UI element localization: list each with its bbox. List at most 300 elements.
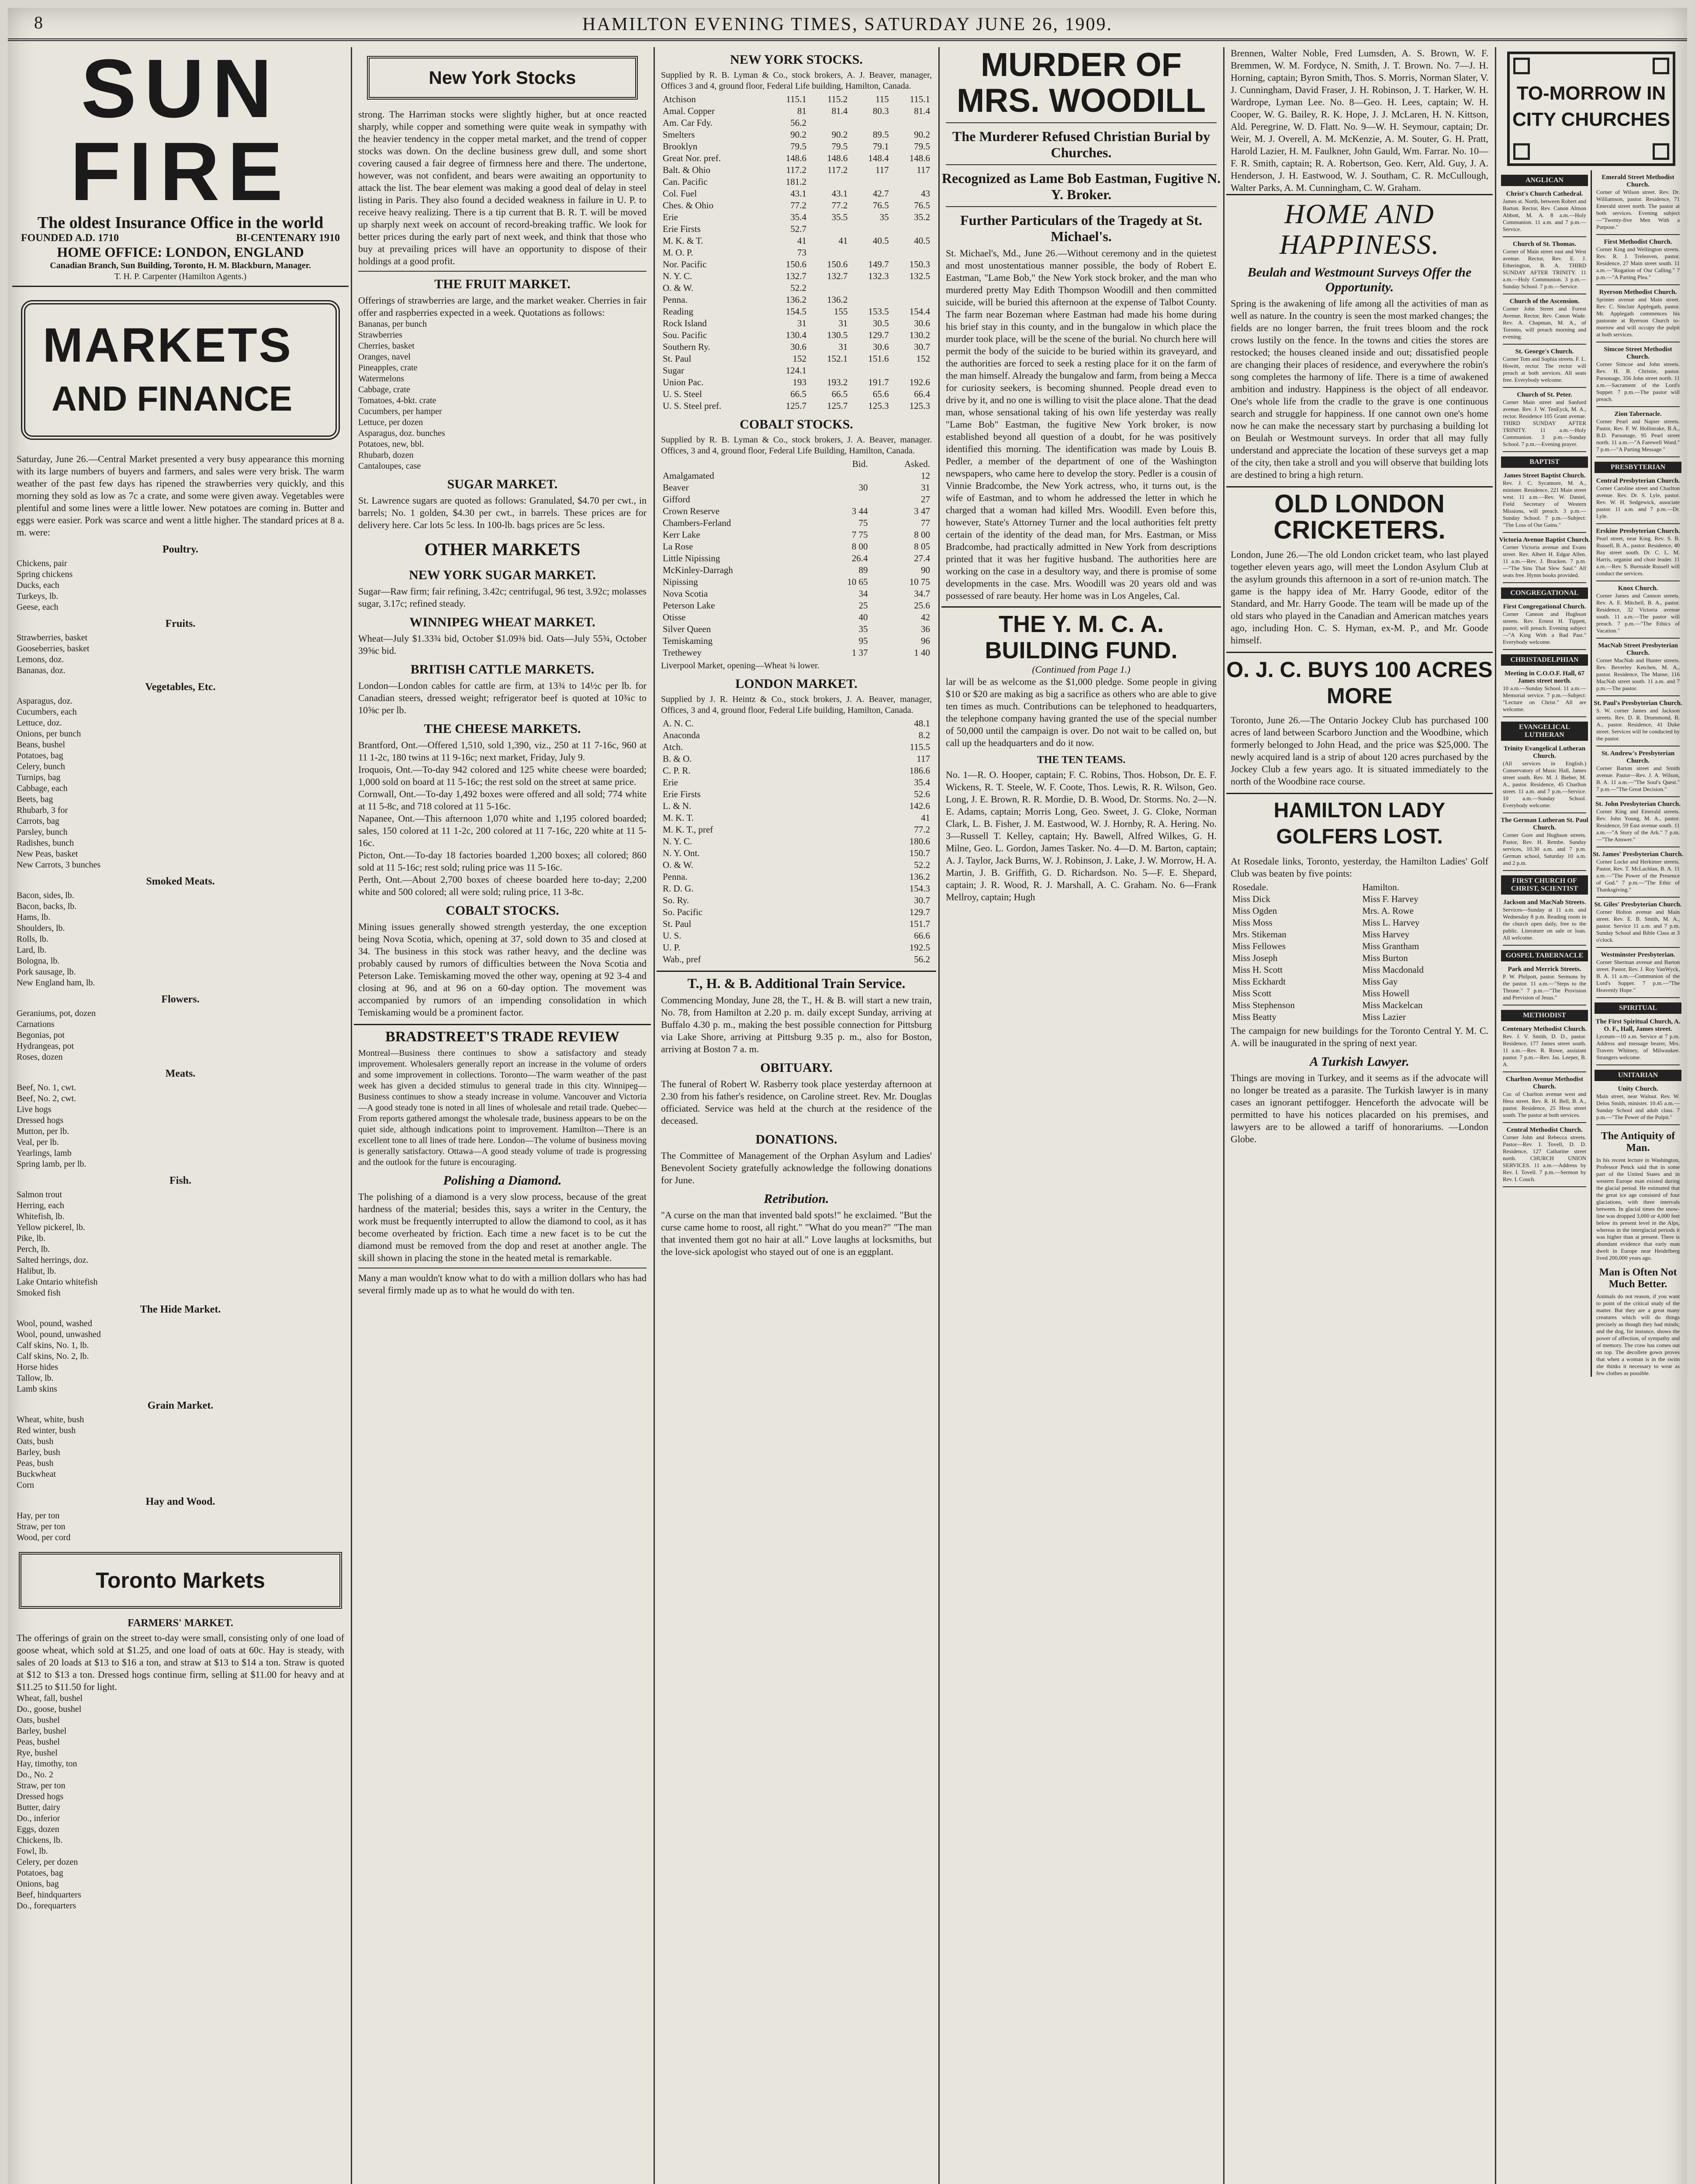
table-row: [661, 494, 932, 505]
toronto-markets-banner: Toronto Markets: [19, 1552, 342, 1609]
denomination-heading: BAPTIST: [1501, 456, 1588, 468]
golf-player: Miss Eckhardt: [1232, 976, 1286, 987]
table-row: [1231, 893, 1488, 905]
fruit-price-item: Bananas, per bunch: [358, 319, 427, 329]
table-row: [661, 954, 932, 965]
church-name: Church of the Ascension.: [1509, 298, 1580, 305]
stock-price: 192.6: [909, 377, 930, 387]
london-cell: 186.6: [909, 765, 930, 776]
table-row: [661, 718, 932, 729]
produce-item: Horse hides: [17, 1362, 58, 1372]
church-name: Christ's Church Cathedral.: [1506, 190, 1583, 197]
stock-price: 81.4: [914, 106, 930, 116]
golf-player: Miss Dick: [1232, 894, 1270, 904]
stock-price: 117: [875, 165, 889, 175]
table-row: [661, 365, 932, 377]
cobalt-cell: 10 65: [847, 577, 868, 587]
toronto-price-item: Wheat, fall, bushel: [17, 1693, 83, 1703]
stock-name: Smelters: [663, 129, 695, 140]
produce-item: Shoulders, lb.: [17, 923, 65, 933]
denomination-heading: ANGLICAN: [1501, 175, 1588, 186]
churches-section: [1498, 47, 1684, 2184]
cobalt-cell: Otisse: [663, 612, 686, 622]
london-cell: N. Y. C.: [663, 836, 692, 847]
church-details: Corner James and Cannon streets. Rev. A. E. Mitchell, B. A., pastor. Residence, 32 Victoria avenue south. 11 a.m.—The pastor will preach. 7 p.m.—"The Ethics of Vacation.": [1596, 592, 1681, 634]
table-row: [661, 765, 932, 777]
cobalt-table-heading: COBALT STOCKS.: [740, 417, 853, 432]
produce-item: Carrots, bag: [17, 816, 59, 826]
central-market-report: Saturday, June 26.—Central Market presented a very busy appearance this morning with its large numbers of buyers and farmers, and sales were very brisk. The warm weather of the past few days has ripened the strawberries very quickly, and this morning they sold as low as 7c a crate, and some were given away. Vegetables were plentiful and some lines were a little lower. New potatoes are coming in. Butter and eggs were easier. Pork was scarce and went a little higher. The standard prices at 8 a. m. were:: [17, 453, 347, 538]
produce-item: Pike, lb.: [17, 1234, 46, 1243]
london-cell: 66.6: [914, 930, 930, 941]
table-row: [661, 895, 932, 906]
london-cell: O. & W.: [663, 860, 694, 870]
table-row: [661, 600, 932, 612]
ny-stocks-report: strong. The Harriman stocks were slightly higher, but at once reacted sharply, while copper and something were quite weak in sympathy with the heavier tendency in the copper metal market, and the trend of copper stocks was down. On the decline business grew dull, and some short covering caused a fair degree of firmness here and there. The undertone, however, was not confident, and bears were awaiting an opportunity to attack the list. The bear element was making a good deal of delay in steel listing in Paris. They also found a decided weakness in failure in U. P. to receive heavy realizing. There is a tip current that B. R. T. will be moved up sharply next week on account of record-breaking traffic. We look for better prices during the early part of next week, and think that those who buy at prevailing prices will have an opportunity to dispose of their holdings at a good profit.: [358, 109, 649, 266]
toronto-price-item: Do., goose, bushel: [17, 1704, 82, 1714]
stock-price: 148.4: [868, 153, 889, 163]
church-name: Central Methodist Church.: [1506, 1127, 1583, 1133]
produce-item: Tallow, lb.: [17, 1373, 54, 1383]
church-name: The First Spiritual Church, A. O. F., Hall, James street.: [1595, 1018, 1681, 1033]
stock-price: 41: [797, 235, 806, 246]
table-row: [661, 93, 932, 105]
produce-item: Bananas, doz.: [17, 666, 66, 675]
golf-player: Miss Mackelcan: [1362, 1000, 1423, 1010]
divider: [1596, 695, 1680, 696]
denomination-heading: METHODIST: [1501, 1010, 1588, 1021]
church-details: Corner King and Emerald streets. Rev. John Young, M. A., pastor. Residence, 59 East avenue south. 11 a.m.—"A Story of the Ark." 7 p.m.—"The Answer.": [1596, 808, 1681, 843]
stock-price: 90.2: [831, 129, 848, 140]
stock-name: Southern Ry.: [663, 342, 710, 352]
divider: [1503, 716, 1586, 717]
masthead: [8, 8, 1687, 41]
produce-section-heading: Hay and Wood.: [145, 1496, 215, 1507]
cobalt-cell: Little Nipissing: [663, 553, 720, 563]
church-name: Zion Tabernacle.: [1614, 411, 1662, 418]
table-row: [661, 318, 932, 329]
stock-name: O. & W.: [663, 283, 694, 293]
stock-name: Erie Firsts: [663, 224, 701, 234]
london-cell: A. N. C.: [663, 718, 694, 729]
church-details: Corner Cannon and Hughson streets. Rev. Ernest H. Tippett, pastor, will preach. Evening subject—"A King With a Bad Past." Everybody welcome.: [1503, 611, 1588, 645]
london-market-heading: LONDON MARKET.: [735, 677, 858, 691]
produce-item: Lard, lb.: [17, 945, 47, 955]
produce-item: Whitefish, lb.: [17, 1212, 65, 1221]
stock-price: 125.7: [827, 401, 848, 411]
table-row: [661, 105, 932, 117]
divider: [1596, 997, 1680, 998]
produce-item: Calf skins, No. 2, lb.: [17, 1351, 89, 1361]
fruit-market-text: Offerings of strawberries are large, and the market weaker. Cherries in fair offer and raspberries expected in a week. Quotations as follows:: [358, 295, 649, 318]
church-details: Cor. of Charlton avenue west and Hess street. Rev. R. H. Bell, B. A., pastor. Residence, 25 Hess street south. The pastor at both services.: [1503, 1091, 1588, 1118]
cobalt-cell: Peterson Lake: [663, 600, 715, 611]
produce-item: Celery, bunch: [17, 762, 65, 771]
produce-item: Lettuce, doz.: [17, 718, 62, 728]
divider: [1503, 582, 1586, 583]
stock-price: 117: [917, 165, 930, 175]
table-row: [661, 576, 932, 588]
stock-name: U. S. Steel: [663, 389, 702, 399]
table-row: [1231, 976, 1488, 988]
fruit-price-item: Watermelons: [358, 374, 405, 384]
cobalt-cell: [818, 494, 870, 505]
divider: [946, 122, 1217, 123]
church-details: 10 a.m.—Sunday School. 11 a.m.—Memorial service. 7 p.m.—Subject: "Lecture on Christ." All are welcome.: [1503, 685, 1588, 712]
stock-name: Erie: [663, 212, 678, 222]
produce-item: Rolls, lb.: [17, 934, 48, 944]
denomination-heading: CONGREGATIONAL: [1501, 587, 1588, 599]
stock-price: 77.2: [790, 200, 806, 211]
produce-item: Buckwheat: [17, 1469, 56, 1479]
london-market-caption: Supplied by J. R. Heintz & Co., stock brokers, J. A. Beaver, manager, Offices, 3 and 4, ground floor, Federal Life building, Hamilton, Canada.: [661, 695, 934, 715]
church-name: Meeting in C.O.O.F. Hall, 67 James street north.: [1504, 670, 1585, 684]
stock-price: 81: [797, 106, 806, 116]
produce-item: Wool, pound, unwashed: [17, 1330, 101, 1339]
divider: [1503, 451, 1586, 452]
produce-item: Strawberries, basket: [17, 633, 88, 643]
cobalt-cell: 34: [858, 588, 868, 599]
table-row: [661, 188, 932, 200]
cobalt-cell: 25.6: [914, 600, 930, 611]
stock-name: Union Pac.: [663, 377, 704, 387]
woodill-deck-3: Further Particulars of the Tragedy at St. Michael's.: [960, 212, 1202, 244]
stock-price: 150.3: [909, 259, 930, 270]
stock-price: 31: [838, 318, 848, 328]
stock-price: 150.6: [785, 259, 806, 270]
divider: [1596, 1064, 1680, 1065]
divider: [1596, 1124, 1680, 1125]
obituary-heading: OBITUARY.: [760, 1061, 833, 1075]
stock-name: Sugar: [663, 365, 684, 376]
table-row: [661, 306, 932, 318]
toronto-price-item: Onions, bag: [17, 1879, 59, 1889]
cobalt-cell: Crown Reserve: [663, 506, 720, 516]
produce-section-heading: Meats.: [165, 1068, 196, 1079]
divider: [1596, 897, 1680, 898]
produce-item: Straw, per ton: [17, 1522, 66, 1531]
church-name: St. Giles' Presbyterian Church.: [1594, 901, 1682, 908]
stock-price: [891, 365, 932, 377]
table-row: [661, 906, 932, 918]
fruit-price-list: [354, 319, 651, 472]
lawyer-text: Things are moving in Turkey, and it seems as if the advocate will no longer be treated as a parasite. The Turkish lawyer is in many cases an ignorant pettifogger. Henceforth the advocate will be permitted to have his notices placarded on his premises, and lawyers are to be allowed a tariff of honorariums. —London Globe.: [1231, 1072, 1491, 1144]
produce-item: Hay, per ton: [17, 1511, 60, 1521]
ten-teams-continued: Brennen, Walter Noble, Fred Lumsden, A. S. Brown, W. F. Bremmen, W. M. Fordyce, N. Smith, J. T. Brown. No. 7—J. H. Horning, captain; Byron Smith, Thos. S. Morris, Norman Slater, V. J. Cunningham, David Fraser, J. H. Robinson, J. T. Harker, W. H. Wardrope, Lyman Lee. No. 8—Geo. H. Lees, captain; W. H. Cooper, W. G. Bailey, R. K. Hope, J. J. McLaren, H. N. Kittson, Ald. Peregrine, W. D. Flatt. No. 9—W. H. Seymour, captain; Dr. Weir, M. J. Overell, A. M. McKenzie, A. M. Souter, G. H. Pratt, Harold Lazier, H. M. Faulkner, John Gauld, Wm. Farrar. No. 10—F. R. Smith, captain; R. A. Robertson, Geo. Kerr, Ald. Guy, J. A. Henderson, J. H. Eastwood, W. J. Southam, C. R. McCullough, Walter Parks, A. M. Cunningham, C. W. Graham.: [1231, 48, 1491, 193]
cobalt-col-bid: Bid.: [852, 459, 868, 469]
stock-name: N. Y. C.: [663, 271, 692, 281]
golf-player: Miss H. Scott: [1232, 964, 1283, 975]
produce-item: Geese, each: [17, 602, 59, 612]
stock-price: 130.4: [785, 330, 806, 340]
produce-item: Lemons, doz.: [17, 655, 64, 664]
golf-player: Mrs. Stikeman: [1232, 929, 1287, 940]
ornament-icon: [1513, 143, 1530, 160]
stock-price: 115.2: [827, 94, 848, 104]
golf-headline: HAMILTON LADY GOLFERS LOST.: [1226, 793, 1493, 850]
london-cell: So. Pacific: [663, 907, 702, 917]
church-name: Simcoe Street Methodist Church.: [1604, 346, 1672, 360]
church-details: Corner Pearl and Napier streets. Pastor, Rev. F. W. Hollinrake, B.A., B.D. Parsonage, 95 Pearl street north. 11 a.m.—"A Farewell Word." 7 p.m.—"A Parting Message.": [1596, 418, 1681, 453]
table-row: [1231, 905, 1488, 917]
church-details: Corner Caroline street and Charlton avenue. Rev. Dr. S. Lyle, pastor. Rev. W. H. Sedgewick, associate pastor. 11 a.m. and 7 p.m.—Dr. Lyle.: [1596, 485, 1681, 519]
produce-item: Beef, No. 1, cwt.: [17, 1083, 76, 1092]
ornament-icon: [1653, 143, 1669, 160]
toronto-price-item: Hay, timothy, ton: [17, 1759, 77, 1769]
diamond-text: The polishing of a diamond is a very slow process, because of the great hardness of the material; besides this, says a writer in the Century, the work must be frequently interrupted to allow the diamond to cool, as it has become overheated by friction. Each time a new facet is to be cut the diamond must be removed from the dop and reset at another angle. The skill shown in placing the stone in the heated metal is remarkable.: [358, 1191, 649, 1263]
produce-item: Wool, pound, washed: [17, 1319, 92, 1328]
toronto-price-item: Fowl, lb.: [17, 1846, 48, 1856]
table-row: [661, 211, 932, 223]
stock-price: 43: [921, 188, 930, 199]
table-row: [661, 341, 932, 353]
produce-item: Begonias, pot: [17, 1030, 65, 1040]
table-row: [661, 235, 932, 247]
stock-price: [849, 117, 890, 129]
produce-item: Beef, No. 2, cwt.: [17, 1094, 76, 1103]
table-row: [1231, 1011, 1488, 1023]
toronto-price-item: Do., No. 2: [17, 1770, 53, 1780]
liverpool-note: Liverpool Market, opening—Wheat ¾ lower.: [661, 661, 820, 670]
produce-section-heading: Flowers.: [161, 994, 200, 1005]
table-row: [661, 200, 932, 211]
produce-section-heading: The Hide Market.: [140, 1304, 221, 1315]
produce-item: Bologna, lb.: [17, 956, 60, 966]
london-cell: So. Ry.: [663, 895, 689, 905]
golf-player: Miss Harvey: [1362, 929, 1410, 940]
stock-name: Rock Island: [663, 318, 707, 328]
church-name: First Methodist Church.: [1604, 238, 1672, 245]
sun-fire-bicentenary: BI-CENTENARY 1910: [236, 232, 340, 244]
stock-price: 31: [797, 318, 806, 328]
toronto-price-item: Celery, per dozen: [17, 1857, 78, 1867]
fruit-price-item: Cabbage, crate: [358, 385, 410, 394]
london-cell: C. P. R.: [663, 765, 691, 776]
table-row: [661, 777, 932, 788]
bradstreet-text: Montreal—Business there continues to show a satisfactory and steady improvement. Wholesalers generally report an increase in the volume of orders and some improvement in collections. Toronto—The warm weather of the past week has given a decided stimulus to general trade in this city. Winnipeg—Business continues to show a steady increase in volume. Vancouver and Victoria—A good steady tone is noted in all lines of wholesale and retail trade. Quebec—From reports gathered amongst the wholesale trade, business appears to be on the quiet side, although indications point to improvement. Hamilton—There is an excellent tone to all lines of trade here. London—The volume of business moving is generally satisfactory. Ottawa—A good steady volume of trade is progressing and the outlook for the future is encouraging.: [358, 1048, 649, 1167]
cobalt-cell: [818, 470, 870, 482]
table-row: [661, 388, 932, 400]
cobalt-cell: Chambers-Ferland: [663, 518, 731, 528]
stock-price: [808, 282, 849, 294]
cobalt-cell: Trethewey: [663, 647, 702, 658]
donations-heading: DONATIONS.: [755, 1132, 837, 1147]
stock-price: 117.2: [827, 165, 848, 175]
cobalt-cell: 8 00: [851, 541, 868, 552]
cobalt-cell: 36: [921, 624, 930, 634]
divider: [1503, 532, 1586, 533]
ny-stocks-caption: Supplied by R. B. Lyman & Co., stock brokers, A. J. Beaver, manager, Offices 3 and 4, ground floor, Federal Life building, Hamilton, Canada.: [661, 70, 934, 91]
table-row: [661, 353, 932, 365]
divider: [1503, 812, 1586, 813]
stock-price: 43.1: [790, 188, 806, 199]
stock-price: 193.2: [827, 377, 848, 387]
fruit-price-item: Oranges, navel: [358, 352, 411, 362]
table-row: [661, 505, 932, 517]
church-details: Sprinter avenue and Main street. Rev. C. Sinclair Applegath, pastor. Mr. Applegath commences his pastorate at Ryerson Church to-morrow and will occupy the pulpit at both services.: [1596, 296, 1681, 338]
stock-price: [891, 176, 932, 188]
church-name: Unity Church.: [1618, 1085, 1658, 1092]
london-cell: 136.2: [909, 871, 930, 882]
produce-item: Pork sausage, lb.: [17, 967, 76, 977]
table-row: [661, 635, 932, 647]
home-happiness-headline: HOME AND HAPPINESS.: [1226, 194, 1493, 260]
cattle-text: London—London cables for cattle are firm, at 13¾ to 14½c per lb. for Canadian steers, dressed weight; refrigerator beef is quoted at 10¾c to 10⅝c per lb.: [358, 680, 649, 715]
produce-item: Yellow pickerel, lb.: [17, 1223, 85, 1232]
table-header: [1231, 881, 1488, 893]
stock-price: 35: [879, 212, 889, 222]
fruit-price-item: Asparagus, doz. bunches: [358, 429, 445, 438]
stock-price: 52.2: [790, 283, 806, 293]
cobalt-cell: McKinley-Darragh: [663, 565, 733, 575]
golf-results-table: [1231, 881, 1488, 1023]
toronto-price-item: Chickens, lb.: [17, 1835, 62, 1845]
stock-price: [808, 117, 849, 129]
ny-stocks-table: [661, 93, 932, 412]
stock-name: Nor. Pacific: [663, 259, 707, 270]
table-row: [661, 400, 932, 412]
stock-price: 181.2: [785, 176, 806, 187]
stock-price: [808, 365, 849, 377]
produce-item: Roses, dozen: [17, 1052, 63, 1062]
toronto-price-item: Straw, per ton: [17, 1781, 66, 1790]
denomination-heading: SPIRITUAL: [1595, 1002, 1681, 1014]
stock-price: 66.5: [831, 389, 848, 399]
retribution-heading: Retribution.: [764, 1192, 829, 1206]
golf-after-text: The campaign for new buildings for the Toronto Central Y. M. C. A. will be inaugurated in the spring of next year.: [1231, 1025, 1491, 1048]
toronto-price-item: Beef, hindquarters: [17, 1890, 81, 1900]
table-row: [661, 930, 932, 942]
produce-item: Peas, bush: [17, 1458, 54, 1468]
table-row: [661, 329, 932, 341]
retribution-text: "A curse on the man that invented bald spots!" he exclaimed. "But the curse came home to roost, all right." "What do you mean?" "The man that invented them got no hair at all." Love laughs at locksmiths, but the love-sick apologist who stayed out of one is an eggplant.: [661, 1209, 934, 1257]
divider: [1596, 796, 1680, 797]
toronto-price-item: Dressed hogs: [17, 1792, 64, 1801]
stock-price: 31: [838, 342, 848, 352]
london-cell: 56.2: [914, 954, 930, 964]
church-details: Corner Main street and Sanford avenue. Rev. J. W. TenEyck, M. A., rector. Residence 105 Grant avenue. THIRD SUNDAY AFTER TRINITY. 11 a.m.—Holy Communion. 3 p.m.—Sunday School. 7 p.m.—Evening prayer.: [1503, 399, 1588, 447]
stock-price: 115.1: [786, 94, 806, 104]
churches-left-column: [1498, 170, 1592, 1377]
denomination-heading: EVANGELICAL LUTHERAN: [1501, 722, 1588, 741]
stock-price: 66.4: [914, 389, 930, 399]
london-cell: 30.7: [914, 895, 930, 905]
rights-heading: Man is Often Not Much Better.: [1599, 1267, 1677, 1290]
toronto-market-report: The offerings of grain on the street to-day were small, consisting only of one load of goose wheat, which sold at $1.25, and one load of oats at 60c. Hay is steady, with sales of 20 loads at $13 to $16 a ton, and straw at $13 to $14 a ton. Straw is quoted at $12 to $13 a ton. Dressed hogs continue firm, selling at $11.00 for heavy and at $11.25 to $11.50 for light.: [17, 1632, 347, 1692]
church-name: Charlton Avenue Methodist Church.: [1505, 1076, 1584, 1090]
stock-price: 150.6: [827, 259, 848, 270]
church-name: St. John Presbyterian Church.: [1595, 801, 1681, 808]
church-details: Corner Simcoe and John streets. Rev. H. B. Christie, pastor. Parsonage, 356 John street north. 11 a.m.—Sacrament of the Lord's Supper. 7 p.m.—The pastor will preach.: [1596, 361, 1681, 402]
divider: [1596, 406, 1680, 407]
cobalt-cell: Gifford: [663, 494, 690, 505]
woodill-deck-1: The Murderer Refused Christian Burial by Churches.: [952, 128, 1210, 160]
stock-price: 152: [792, 353, 806, 364]
stock-price: 154.4: [909, 306, 930, 317]
sun-fire-agents: T. H. P. Carpenter (Hamilton Agents.): [114, 272, 247, 281]
london-cell: 154.3: [909, 883, 930, 894]
table-row: [661, 729, 932, 741]
column-rule: [654, 47, 655, 2184]
stock-price: 35.2: [914, 212, 930, 222]
table-row: [661, 377, 932, 388]
london-cell: R. D. G.: [663, 883, 694, 894]
table-row: [661, 541, 932, 553]
cobalt-cell: 31: [921, 482, 930, 493]
church-details: Corner of Main street east and West avenue. Rector, Rev. E. J. Etherington, B. A. THIRD SUNDAY AFTER TRINITY. 11 a.m.—Holy Communion. 3 p.m.—Sunday School. 7 p.m.—Service.: [1503, 248, 1588, 290]
table-row: [1231, 940, 1488, 952]
denomination-heading: CHRISTADELPHIAN: [1501, 654, 1588, 666]
table-row: [661, 553, 932, 564]
stock-price: 148.6: [909, 153, 930, 163]
table-row: [661, 918, 932, 930]
divider: [1596, 523, 1680, 524]
ten-teams-heading: THE TEN TEAMS.: [1037, 754, 1126, 766]
table-row: [661, 259, 932, 270]
table-row: [661, 942, 932, 954]
church-details: Lyceum—10 a.m. Service at 7 p.m. Address and message bearer, Mrs. Travers Whitney, of Milwaukee. Strangers welcome.: [1596, 1033, 1681, 1061]
divider: [1596, 284, 1680, 285]
stock-price: 136.2: [785, 294, 806, 305]
stock-price: 79.5: [831, 141, 848, 152]
stock-price: 30.7: [914, 342, 930, 352]
newspaper-title: HAMILTON EVENING TIMES, SATURDAY JUNE 26, 1909.: [582, 14, 1113, 35]
toronto-price-item: Butter, dairy: [17, 1803, 61, 1812]
table-row: [1231, 999, 1488, 1011]
london-cell: 115.5: [910, 742, 930, 752]
table-row: [661, 517, 932, 529]
fruit-price-item: Strawberries: [358, 330, 403, 340]
fruit-market-heading: THE FRUIT MARKET.: [434, 277, 571, 291]
denomination-heading: UNITARIAN: [1595, 1070, 1681, 1081]
church-name: Westminster Presbyterian.: [1601, 951, 1675, 958]
produce-item: Turnips, bag: [17, 773, 61, 782]
london-cell: 77.2: [914, 824, 930, 835]
church-name: Church of St. Peter.: [1517, 391, 1572, 398]
london-cell: M. K. T.: [663, 812, 694, 823]
london-cell: 48.1: [914, 718, 930, 729]
golf-player: Miss Scott: [1232, 988, 1272, 999]
london-cell: Atch.: [663, 742, 683, 752]
church-details: Pearl street, near King. Rev. S. B. Russell, B. A., pastor. Residence, 40 Bay street south. Dr. C. L. M. Harris, organist and choir leader. 11 a.m.—Rev. S. Burnside Russell will conduct the services.: [1596, 535, 1681, 577]
stock-price: 132.3: [868, 271, 889, 281]
column-rule: [1223, 47, 1225, 2184]
table-row: [661, 282, 932, 294]
church-name: James Street Baptist Church.: [1503, 472, 1586, 479]
stock-price: [891, 247, 932, 259]
stock-price: [849, 223, 890, 235]
stock-name: Reading: [663, 306, 693, 317]
obituary-text: The funeral of Robert W. Rasberry took place yesterday afternoon at 2.30 from his father's residence, on Caroline street. Rev. Mr. Douglas officiated. Service was held at the church at the residence of the deceased.: [661, 1078, 934, 1126]
produce-item: Veal, per lb.: [17, 1137, 59, 1147]
produce-item: Beans, bushel: [17, 740, 66, 750]
church-details: Corner MacNab and Hunter streets. Rev. Beverley Ketchen, M. A., pastor. Residence, The Manse, 116 MacNab street south. 11 a.m. and 7 p.m.—The pastor.: [1596, 657, 1681, 691]
stock-price: 130.2: [909, 330, 930, 340]
table-row: [661, 529, 932, 541]
stock-price: 124.1: [785, 365, 806, 376]
stock-price: [849, 365, 890, 377]
church-name: Jackson and MacNab Streets.: [1503, 899, 1586, 906]
produce-item: Hydrangeas, pot: [17, 1041, 74, 1051]
cobalt-cell: 90: [921, 565, 930, 575]
winnipeg-heading: WINNIPEG WHEAT MARKET.: [409, 615, 595, 629]
stock-price: [849, 294, 890, 306]
stock-price: 30.6: [872, 342, 889, 352]
golf-player: Miss Macdonald: [1362, 964, 1424, 975]
home-happiness-text: Spring is the awakening of life among all the activities of man as well as nature. In the country is seen the most marked changes; the fields are no longer barren, the fruit trees bloom and the rock crows lustily on the fence. In the towns and cities the stores are restocked; the houses cleaned inside and out; dissatisfied people are changing their places of residence, and everywhere the robin's song completes the harmony of life. There is a time of awakened ambition and industry. Happiness is the object of all endeavor. One's whole life from the cradle to the grave is one continuous search and struggle for happiness. If one cannot own one's home now he can make the necessary start by purchasing a building lot on Beulah or Westmount surveys. In order that all may fully understand and appreciate the location of these surveys get a map of the city, then take a stroll and you will observe that building lots are destined to bring a high return.: [1231, 298, 1491, 480]
stock-price: 115: [875, 94, 889, 104]
fruit-price-item: Rhubarb, dozen: [358, 450, 414, 460]
